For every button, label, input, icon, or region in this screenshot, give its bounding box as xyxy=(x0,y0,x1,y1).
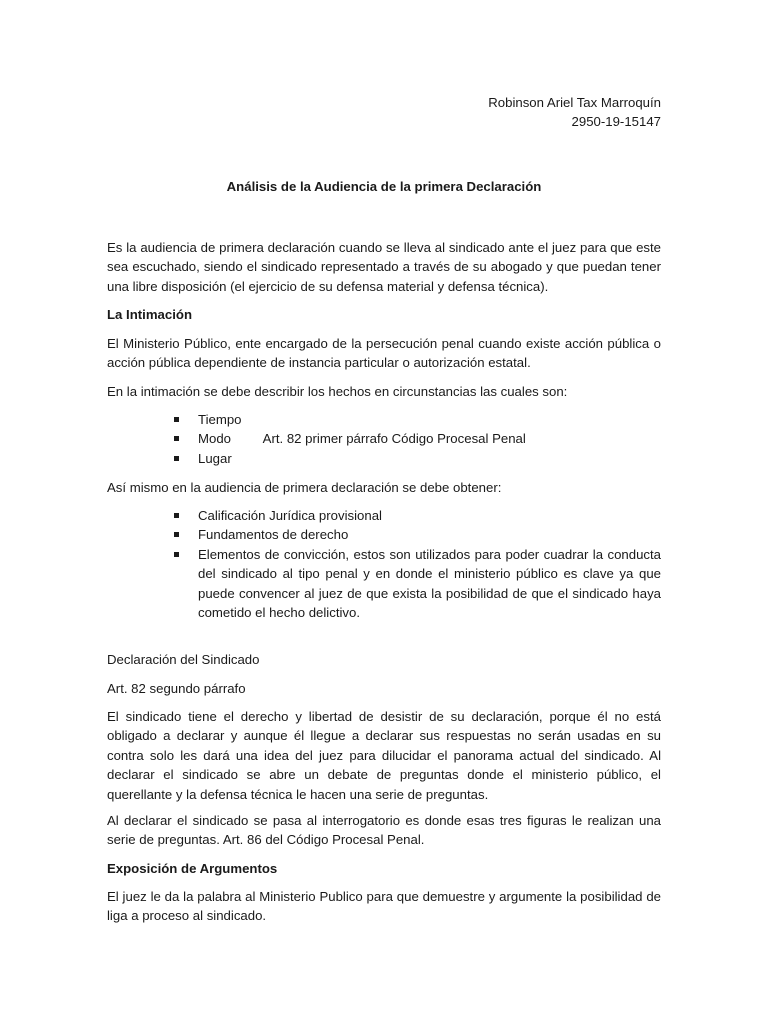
declaracion-paragraph-2: Al declarar el sindicado se pasa al interrogatorio es donde esas tres figuras le realizan una serie de preguntas. Art. 86 del Código Procesal Penal. xyxy=(107,813,661,848)
bullet-icon xyxy=(174,532,179,537)
section-heading-declaracion: Declaración del Sindicado xyxy=(107,652,260,667)
bullet-icon xyxy=(174,552,179,557)
intimacion-paragraph: El Ministerio Público, ente encargado de la persecución penal cuando existe acción pública o acción pública dependiente de instancia particular o autorización estatal. xyxy=(107,336,661,371)
document-title: Análisis de la Audiencia de la primera Declaración xyxy=(226,179,542,194)
list-item-label: Tiempo xyxy=(198,412,242,427)
intimacion-lead: En la intimación se debe describir los hechos en circunstancias las cuales son: xyxy=(107,384,568,399)
author-id: 2950-19-15147 xyxy=(571,114,661,129)
requirements-list xyxy=(107,506,661,622)
list-item xyxy=(107,429,661,448)
declaracion-paragraph-1: El sindicado tiene el derecho y libertad de desistir de su declaración, porque él no está obligado a declarar y aunque él llegue a declarar sus respuestas no serán usadas en su contra solo les dará una idea del juez para dilucidar el panorama actual del sindicado. Al declarar el sindicado se abre un debate de preguntas donde el ministerio público, el querellante y la defensa técnica le hacen una serie de preguntas. xyxy=(107,709,661,802)
author-name: Robinson Ariel Tax Marroquín xyxy=(488,95,661,110)
list-item-label: Modo xyxy=(198,431,231,447)
declaracion-subheading: Art. 82 segundo párrafo xyxy=(107,681,246,696)
bullet-icon xyxy=(174,456,179,461)
intro-paragraph: Es la audiencia de primera declaración cuando se lleva al sindicado ante el juez para que este sea escuchado, siendo el sindicado representado a través de su abogado y que puedan tener una libre disposición (el ejercicio de su defensa material y defensa técnica). xyxy=(107,240,661,294)
section-heading-intimacion: La Intimación xyxy=(107,307,192,322)
legal-reference: Art. 82 primer párrafo Código Procesal Penal xyxy=(262,431,526,447)
bullet-icon xyxy=(174,513,179,518)
list-item xyxy=(107,506,661,525)
bullet-icon xyxy=(174,436,179,441)
exposicion-paragraph: El juez le da la palabra al Ministerio Publico para que demuestre y argumente la posibilidad de liga a proceso al sindicado. xyxy=(107,889,661,924)
list-item xyxy=(107,545,661,623)
list-item xyxy=(107,410,661,429)
circumstances-list xyxy=(107,410,661,468)
section-heading-exposicion: Exposición de Argumentos xyxy=(107,861,278,876)
list-item-label: Fundamentos de derecho xyxy=(198,527,349,543)
list-item xyxy=(107,525,661,544)
obtener-lead: Así mismo en la audiencia de primera declaración se debe obtener: xyxy=(107,480,502,495)
list-item xyxy=(107,449,661,468)
list-item-label: Lugar xyxy=(198,450,232,466)
list-item-label: Elementos de convicción, estos son utilizados para poder cuadrar la conducta del sindicado al tipo penal y en donde el ministerio público es clave ya que puede convencer al juez de que exista la posibilidad de que el sindicado haya cometido el hecho delictivo. xyxy=(198,546,661,621)
bullet-icon xyxy=(174,417,179,422)
list-item-label: Calificación Jurídica provisional xyxy=(198,508,382,523)
